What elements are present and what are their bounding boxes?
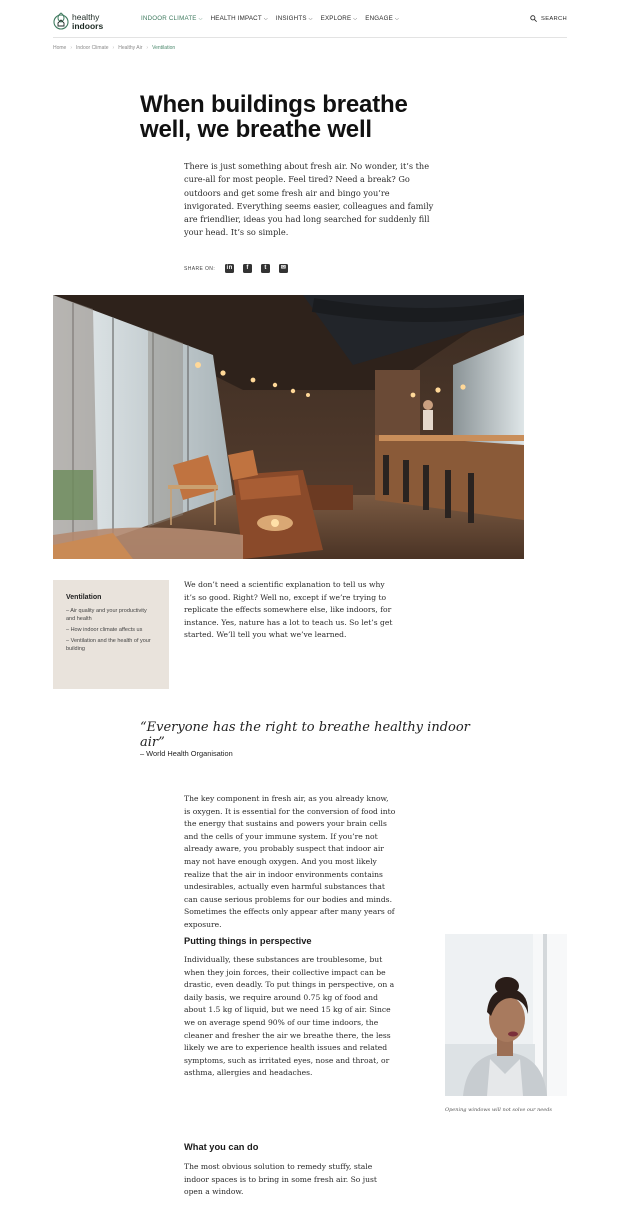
breadcrumb-indoor-climate[interactable]: Indoor Climate bbox=[76, 45, 109, 51]
chevron-down-icon: ⌵ bbox=[353, 16, 358, 22]
sidebox-title: Ventilation bbox=[66, 594, 102, 601]
logo-text bbox=[72, 13, 103, 30]
search-label: SEARCH bbox=[541, 15, 567, 22]
pull-quote: “Everyone has the right to breathe healthy indoor air” bbox=[140, 720, 470, 750]
linkedin-icon[interactable]: in bbox=[226, 265, 233, 271]
paragraph-2: We don’t need a scientific explanation to tell us why it’s so good. Right? Well no, except if we’re trying to replicate the effects somewhere else, like indoors, for instance. Yes, nature has a lot to teach us. So let’s get started. We’ll tell you what we’ve learned. bbox=[184, 580, 393, 639]
search-button[interactable] bbox=[530, 15, 567, 22]
heading-perspective: Putting things in perspective bbox=[184, 936, 312, 946]
email-icon[interactable]: ✉ bbox=[280, 265, 287, 271]
paragraph-4: Individually, these substances are troublesome, but when they join forces, their collective impact can be drastic, even deadly. To put things in perspective, on a daily basis, we require around 0.75 kg of food and about 1.5 kg of liquid, but we need 15 kg of air. Since we on average spend 90% of our time indoors, the cleaner and fresher the air we breathe there, the less likely we are to experience health issues and related symptoms, such as irritated eyes, nose and throat, or asthma, allergies and headaches. bbox=[184, 955, 395, 1078]
nav-insights[interactable]: INSIGHTS ⌵ bbox=[275, 15, 313, 22]
nav-engage[interactable]: ENGAGE ⌵ bbox=[365, 15, 399, 22]
chevron-down-icon: ⌵ bbox=[308, 16, 313, 22]
image-caption: Opening windows will not solve our needs bbox=[445, 1107, 552, 1113]
site-header bbox=[53, 8, 567, 38]
facebook-icon[interactable]: f bbox=[243, 264, 252, 273]
sidebox-link-air-quality[interactable]: – Air quality and your productivity and health bbox=[66, 608, 147, 622]
woman-by-window-image bbox=[445, 934, 567, 1096]
intro-paragraph: There is just something about fresh air. No wonder, it’s the cure-all for most people. Feel tired? Need a break? Go outdoors and get some fresh air and bingo you’re invigorated. Everything seems easier, colleagues and family are friendlier, ideas you had long searched for suddenly fill your head. It’s so simple. bbox=[184, 161, 434, 238]
quote-source: – World Health Organisation bbox=[140, 749, 233, 758]
twitter-icon[interactable]: t bbox=[261, 264, 270, 273]
nav-health-impact[interactable]: HEALTH IMPACT ⌵ bbox=[210, 15, 268, 22]
main-nav bbox=[141, 15, 407, 22]
search-icon bbox=[530, 15, 537, 22]
sidebox-link-building-health[interactable]: – Ventilation and the health of your building bbox=[66, 638, 151, 652]
logo-line2: indoors bbox=[72, 20, 104, 31]
heading-what-you-can-do: What you can do bbox=[184, 1142, 259, 1152]
nav-explore[interactable]: EXPLORE ⌵ bbox=[320, 15, 358, 22]
sidebox-link-indoor-climate[interactable]: – How indoor climate affects us bbox=[66, 627, 143, 633]
chevron-down-icon: ⌵ bbox=[263, 16, 268, 22]
chevron-right-icon: › bbox=[112, 45, 115, 51]
page-title: When buildings breathe well, we breathe well bbox=[140, 91, 408, 143]
logo-line1: healthy bbox=[72, 12, 100, 22]
share-label: SHARE ON: bbox=[184, 265, 216, 272]
chevron-right-icon: › bbox=[146, 45, 149, 51]
paragraph-5: The most obvious solution to remedy stuffy, stale indoor spaces is to bring in some fresh air. So just open a window. bbox=[184, 1162, 377, 1197]
breadcrumb-ventilation: Ventilation bbox=[152, 45, 176, 51]
chevron-down-icon: ⌵ bbox=[198, 16, 203, 22]
chevron-right-icon: › bbox=[70, 45, 73, 51]
share-bar bbox=[184, 264, 297, 273]
logo[interactable] bbox=[53, 10, 113, 32]
ventilation-topics-box bbox=[53, 580, 169, 689]
hero-image-lounge bbox=[53, 295, 524, 559]
breadcrumb-home[interactable]: Home bbox=[53, 45, 67, 51]
chevron-down-icon: ⌵ bbox=[394, 16, 399, 22]
paragraph-3: The key component in fresh air, as you already know, is oxygen. It is essential for the conversion of food into the energy that sustains and powers your brain cells and the cells of your immune system. If you’re not already aware, you probably suspect that indoor air may not have enough oxygen. And you most likely realize that the air in indoor environments contains undesirables, actually even harmful substances that can cause serious problems for our bodies and minds. Sometimes the effects only appear after many years of exposure. bbox=[184, 794, 396, 929]
leaf-house-icon bbox=[53, 10, 69, 30]
nav-indoor-climate[interactable]: INDOOR CLIMATE ⌵ bbox=[141, 15, 203, 22]
breadcrumb bbox=[53, 45, 179, 51]
breadcrumb-healthy-air[interactable]: Healthy Air bbox=[118, 45, 143, 51]
